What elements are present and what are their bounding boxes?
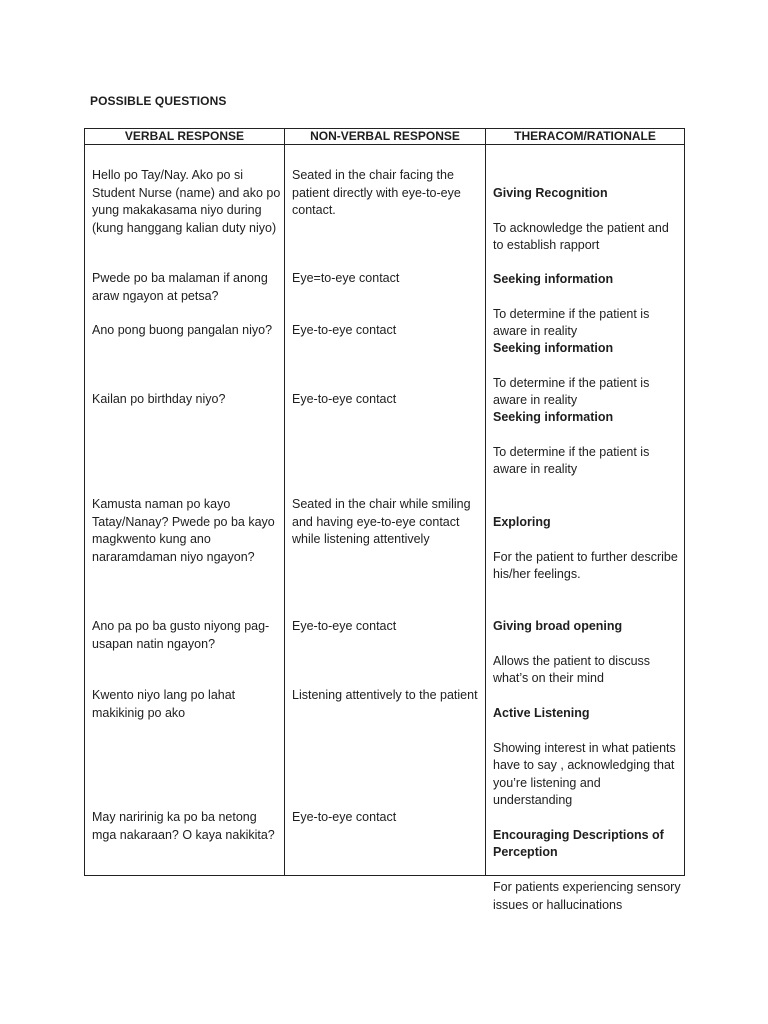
technique-label: Exploring [493,514,551,529]
non-verbal-cell: Eye-to-eye contact [292,810,397,824]
non-verbal-cell: Listening attentively to the patient [292,688,478,702]
non-verbal-response-column [284,144,486,876]
non-verbal-cell: Eye-to-eye contact [292,619,397,633]
verbal-cell: Ano pa po ba gusto niyong pag-usapan natin ngayon? [92,619,270,651]
technique-label: Giving broad opening [493,618,623,633]
non-verbal-cell: Eye=to-eye contact [292,271,400,285]
verbal-cell: Kailan po birthday niyo? [92,392,226,406]
verbal-cell: May naririnig ka po ba netong mga nakaraan? O kaya nakikita? [92,810,275,842]
rationale-text: To acknowledge the patient and to establish rapport [493,220,669,252]
rationale-cell [493,809,681,914]
rationale-cell [493,167,681,255]
non-verbal-cell: Seated in the chair facing the patient directly with eye-to-eye contact. [292,168,461,217]
verbal-cell: Pwede po ba malaman if anong araw ngayon at petsa? [92,271,268,303]
rationale-text: For the patient to further describe his/her feelings. [493,549,678,581]
verbal-cell: Kwento niyo lang po lahat makikinig po ako [92,688,236,720]
non-verbal-cell: Eye-to-eye contact [292,323,397,337]
rationale-cell [493,600,681,688]
rationale-text: To determine if the patient is aware in reality [493,306,650,338]
technique-label: Giving Recognition [493,185,608,200]
theracom-rationale-column [485,144,685,912]
rationale-text: To determine if the patient is aware in reality [493,444,650,476]
verbal-cell: Hello po Tay/Nay. Ako po si Student Nurse (name) and ako po yung makakasama niyo during (kung hanggang kalian duty niyo) [92,168,281,235]
rationale-text: To determine if the patient is aware in reality [493,375,650,407]
header-verbal-response: VERBAL RESPONSE [84,128,285,145]
verbal-cell: Kamusta naman po kayo Tatay/Nanay? Pwede po ba kayo magkwento kung ano nararamdaman niyo ngayon? [92,497,275,564]
responses-table [84,128,685,912]
verbal-response-column [84,144,285,876]
technique-label: Seeking information [493,271,614,286]
non-verbal-cell: Eye-to-eye contact [292,392,397,406]
header-non-verbal-response: NON-VERBAL RESPONSE [284,128,486,145]
rationale-text: For patients experiencing sensory issues or hallucinations [493,880,681,912]
technique-label: Seeking information [493,340,614,355]
technique-label: Seeking information [493,409,614,424]
rationale-cell [493,687,681,810]
header-theracom-rationale: THERACOM/RATIONALE [485,128,685,145]
technique-label: Active Listening [493,705,590,720]
page-title: POSSIBLE QUESTIONS [90,94,227,108]
technique-label: Encouraging Descriptions of Perception [493,827,664,859]
rationale-text: Showing interest in what patients have to say , acknowledging that you’re listening and understanding [493,740,676,807]
non-verbal-cell: Seated in the chair while smiling and having eye-to-eye contact while listening attentively [292,497,471,546]
rationale-text: Allows the patient to discuss what’s on their mind [493,653,651,685]
rationale-cell [493,496,681,584]
verbal-cell: Ano pong buong pangalan niyo? [92,323,273,337]
rationale-cell [493,391,681,479]
